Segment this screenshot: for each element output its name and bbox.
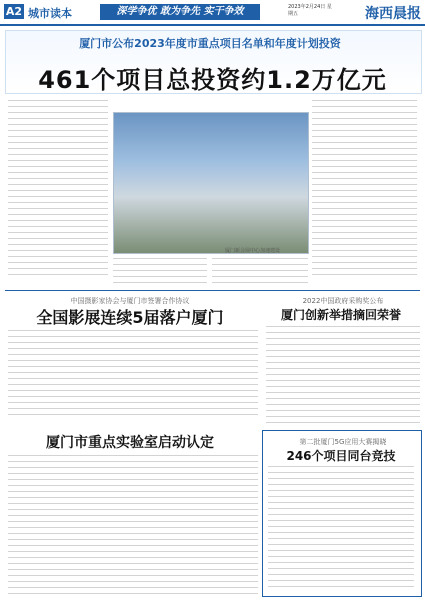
article5-kicker: 第二批厦门5G应用大赛揭晓 bbox=[299, 438, 387, 446]
date-line: 2023年2月24日 星期五 bbox=[288, 4, 332, 17]
article4-body bbox=[8, 455, 258, 595]
paper-logo: 海西晨报 bbox=[365, 6, 421, 22]
masthead bbox=[0, 0, 425, 24]
lead-column-3 bbox=[212, 258, 308, 284]
article5-headline: 246个项目同台竞技 bbox=[286, 449, 396, 463]
article3-body bbox=[266, 326, 420, 426]
article3-kicker: 2022中国政府采购奖公布 bbox=[302, 297, 384, 305]
article2-kicker: 中国摄影家协会与厦门市签署合作协议 bbox=[70, 297, 190, 305]
slogan-banner: 深学争优 敢为争先 实干争效 bbox=[100, 4, 260, 20]
section-name: 城市读本 bbox=[28, 7, 72, 20]
lead-subtitle: 厦门市公布2023年度市重点项目名单和年度计划投资 bbox=[79, 37, 341, 50]
lead-headline: 461个项目总投资约1.2万亿元 bbox=[38, 66, 387, 94]
article5-body bbox=[268, 466, 414, 590]
lead-column-1 bbox=[8, 100, 108, 280]
lead-photo-caption: 厦门新会展中心加速建设 bbox=[225, 248, 281, 254]
lead-column-2 bbox=[113, 258, 207, 284]
article2-headline: 全国影展连续5届落户厦门 bbox=[36, 308, 224, 327]
article3-headline: 厦门创新举措摘回荣誉 bbox=[280, 308, 401, 322]
article2-body bbox=[8, 330, 258, 420]
page-number: A2 bbox=[5, 5, 23, 18]
lead-column-4 bbox=[312, 100, 417, 280]
article4-headline: 厦门市重点实验室启动认定 bbox=[46, 435, 214, 451]
masthead-rule bbox=[0, 24, 425, 26]
section-divider bbox=[5, 290, 420, 291]
lead-photo bbox=[113, 112, 309, 254]
